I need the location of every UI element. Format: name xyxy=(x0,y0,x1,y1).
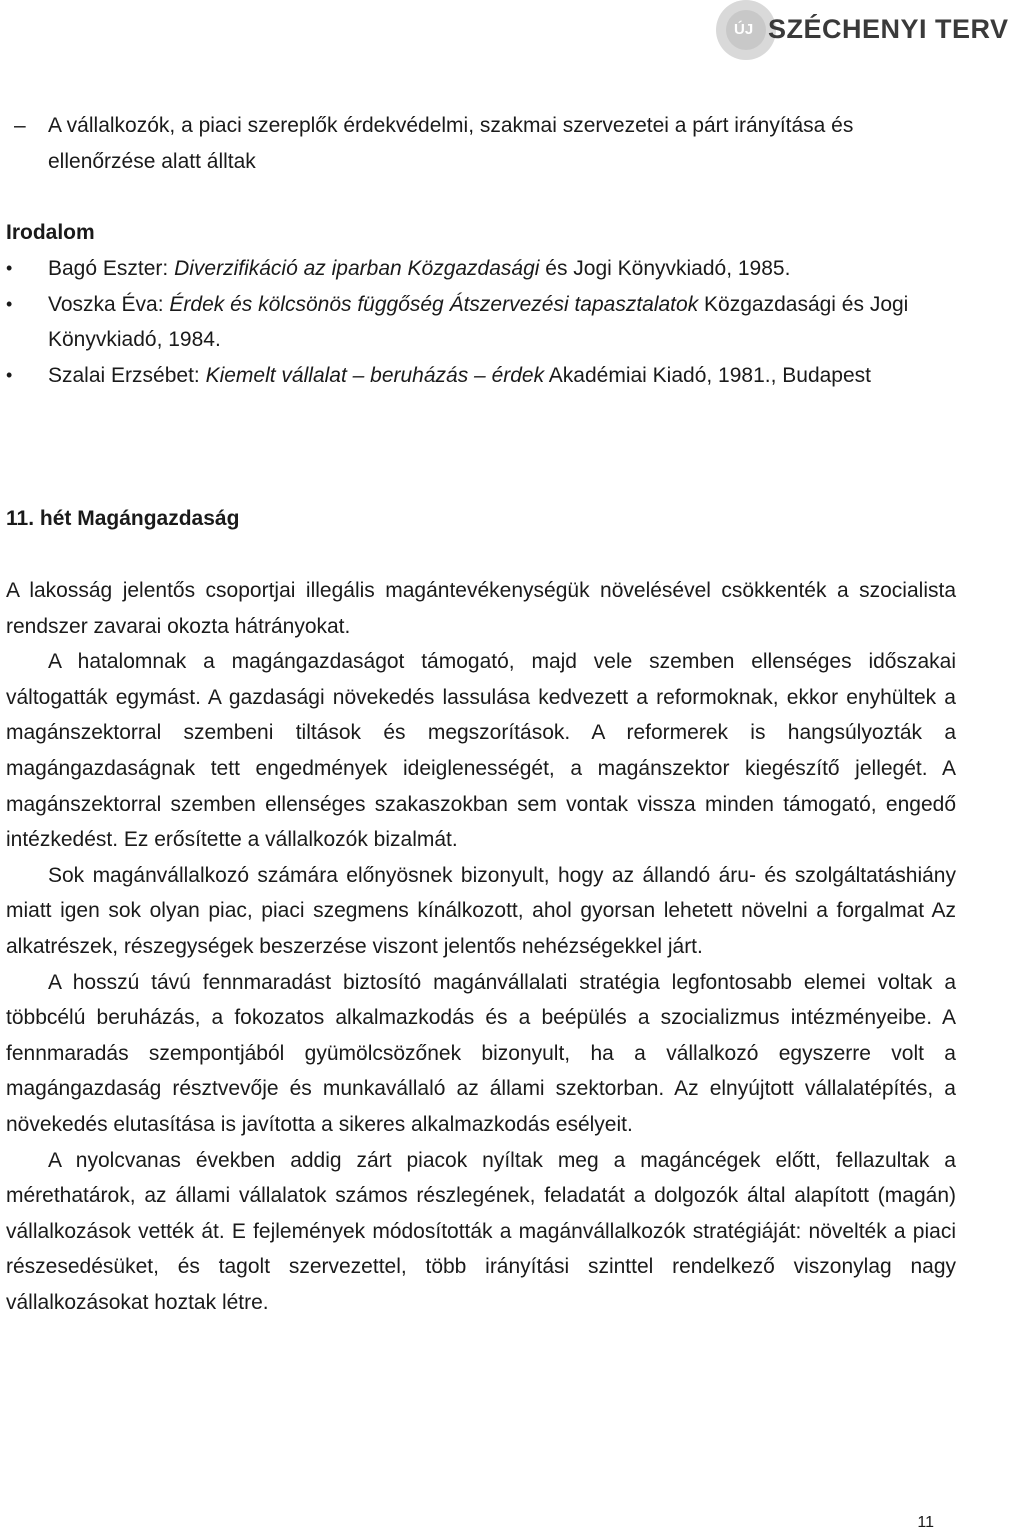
lit-author: Szalai Erzsébet xyxy=(48,363,194,387)
lit-title: Diverzifikáció az iparban Közgazdasági xyxy=(174,257,540,280)
lit-title: Érdek és kölcsönös függőség Átszervezési tapasztalatok xyxy=(169,292,699,316)
paragraph: A nyolcvanas években addig zárt piacok nyíltak meg a magáncégek előtt, fellazultak a mérethatárok, az állami vállalatok számos részlegének, feladatát a dolgozók által alapított (magán) vállalkozások vették át. E fejlemények módosították a magánvállalkozók stratégiáját: növelték a piaci részesedésüket, és tagolt szervezettel, több irányítási szinttel rendelkező viszonylag nagy vállalkozásokat hoztak létre. xyxy=(6,1148,956,1314)
section-heading: 11. hét Magángazdaság xyxy=(6,507,240,530)
lit-publisher: Közgazdasági és Jogi Könyvkiadó, 1984. xyxy=(48,292,909,352)
logo-uj-text: ÚJ xyxy=(734,21,754,38)
dash-item-text: A vállalkozók, a piaci szereplők érdekvédelmi, szakmai szervezetei a párt irányítása és ellenőrzése alatt álltak xyxy=(48,114,854,173)
lit-publisher: és Jogi Könyvkiadó, 1985. xyxy=(539,257,791,280)
page-number: 11 xyxy=(917,1514,934,1531)
lit-sep: : xyxy=(157,292,170,316)
lit-title: Kiemelt vállalat – beruházás – érdek xyxy=(205,363,545,387)
section-body xyxy=(6,573,956,1320)
literature-item xyxy=(6,287,946,358)
literature-heading: Irodalom xyxy=(6,221,95,244)
bullet-icon: • xyxy=(6,293,13,314)
literature-item xyxy=(6,358,946,394)
lit-sep: : xyxy=(193,363,206,387)
paragraph: A hatalomnak a magángazdaságot támogató, majd vele szemben ellenséges időszakai váltogatták egymást. A gazdasági növekedés lassulása kedvezett a reformoknak, ekkor enyhültek a magánszektorral szembeni tiltások és megszorítások. A reformerek is hangsúlyozták a magángazdaságnak tett engedmények ideiglenességét, a magánszektor kiegészítő jellegét. A magánszektorral szemben ellenséges szakaszokban sem vontak vissza minden támogató, engedő intézkedést. Ez erősítette a vállalkozók bizalmát. xyxy=(6,650,956,852)
lit-sep: : xyxy=(162,257,175,280)
lit-author: Bagó Eszter xyxy=(48,257,163,280)
literature-list xyxy=(6,251,946,393)
paragraph: A lakosság jelentős csoportjai illegális magántevékenységük növelésével csökkenték a szocialista rendszer zavarai okozta hátrányokat. xyxy=(6,579,956,638)
dash-marker: – xyxy=(14,114,26,137)
paragraph: A hosszú távú fennmaradást biztosító magánvállalati stratégia legfontosabb elemei voltak a többcélú beruházás, a fokozatos alkalmazkodás és a beépülés a szocializmus intézményeibe. A fennmaradás szempontjából gyümölcsözőnek bizonyult, ha a vállalkozó egyszerre volt a magángazdaság résztvevője és munkavállaló az állami szektorban. Az elnyújtott vállalatépítés, a növekedés elutasítása is javította a sikeres alkalmazkodás esélyeit. xyxy=(6,970,956,1136)
bullet-icon: • xyxy=(6,258,13,278)
lit-publisher: Akadémiai Kiadó, 1981., Budapest xyxy=(544,363,872,387)
logo-text: SZÉCHENYI TERV xyxy=(768,14,1009,44)
dash-list-item xyxy=(14,108,928,179)
szechenyi-terv-logo xyxy=(706,0,1009,80)
literature-item xyxy=(6,251,946,287)
paragraph: Sok magánvállalkozó számára előnyösnek bizonyult, hogy az állandó áru- és szolgáltatáshiány miatt igen sok olyan piac, piaci szegmens kínálkozott, ahol gyorsan lehetett növelni a forgalmat Az alkatrészek, részegységek beszerzése viszont jelentős nehézségekkel járt. xyxy=(6,863,956,958)
bullet-icon: • xyxy=(6,364,13,385)
lit-author: Voszka Éva xyxy=(48,292,158,316)
